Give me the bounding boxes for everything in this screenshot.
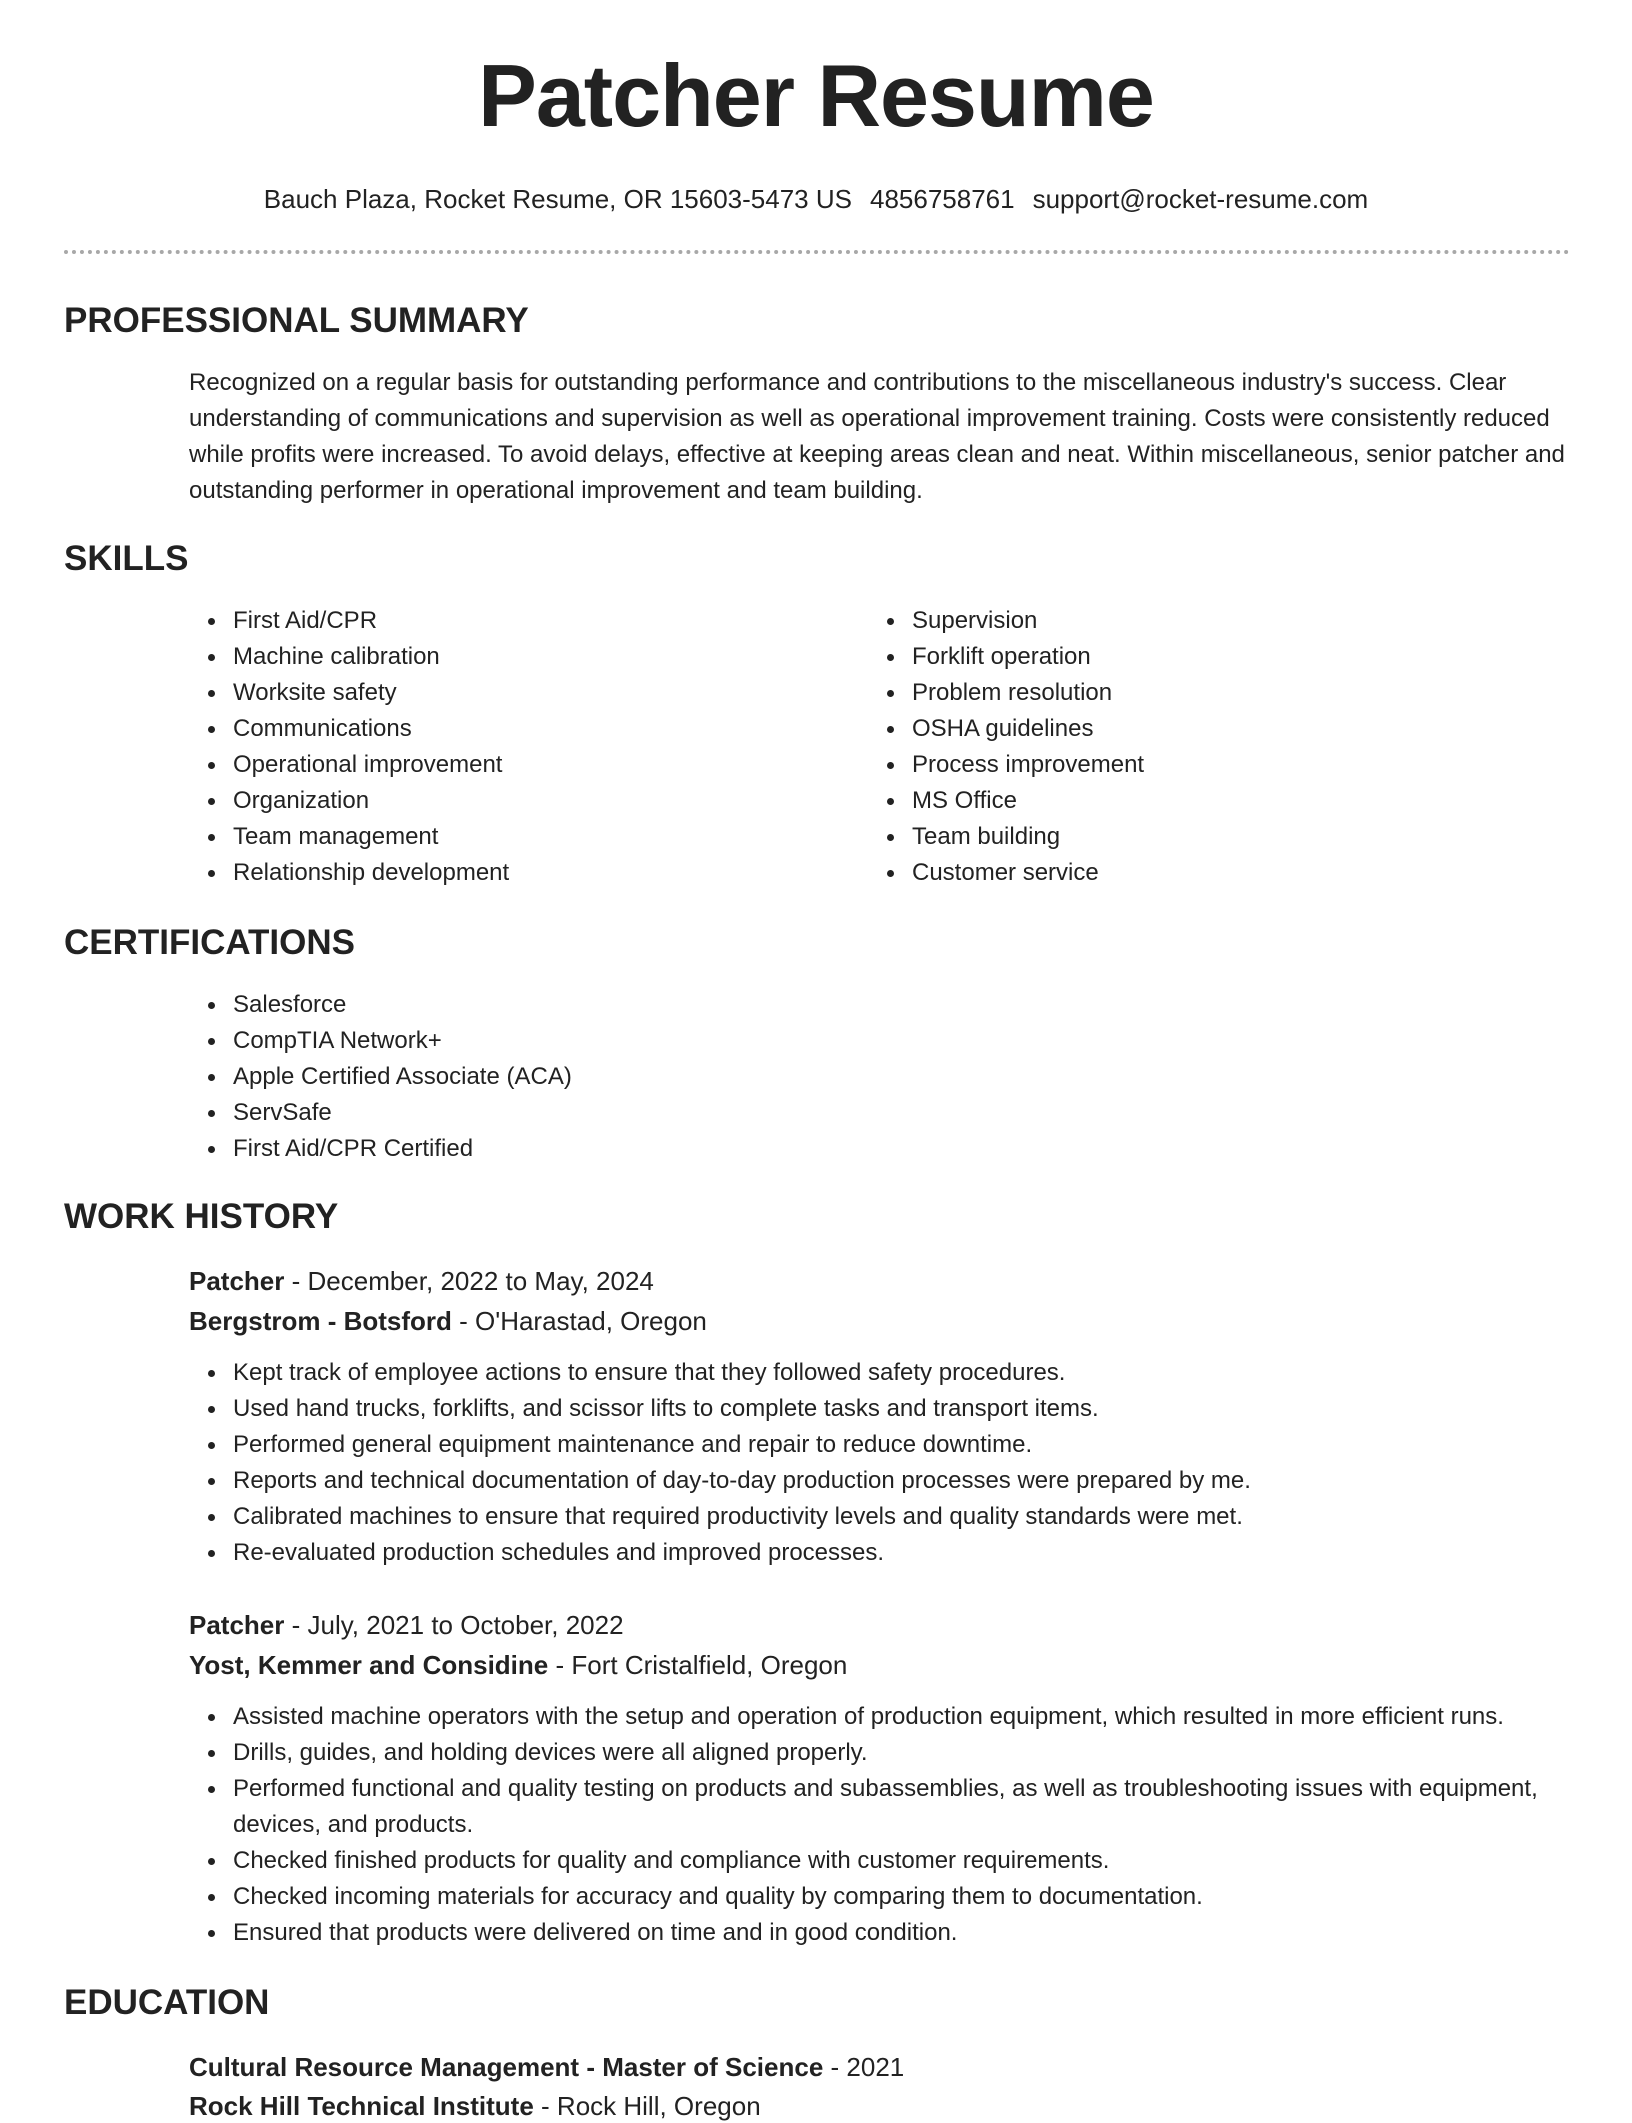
contact-address: Bauch Plaza, Rocket Resume, OR 15603-5473 US [263, 184, 852, 214]
job-bullet: Performed functional and quality testing on products and subassemblies, as well as troubleshooting issues with equipment, devices, and products. [233, 1771, 1613, 1843]
job-title-line [189, 1264, 654, 1298]
job-role: Patcher [189, 1610, 285, 1640]
job-bullet: Drills, guides, and holding devices were all aligned properly. [233, 1735, 1613, 1771]
job-bullet: Calibrated machines to ensure that required productivity levels and quality standards were met. [233, 1499, 1613, 1535]
certification-item: CompTIA Network+ [233, 1023, 1533, 1059]
skill-item: Problem resolution [912, 675, 1532, 711]
job-bullet: Performed general equipment maintenance and repair to reduce downtime. [233, 1427, 1613, 1463]
job-location: - Fort Cristalfield, Oregon [548, 1650, 848, 1680]
job-bullet: Kept track of employee actions to ensure that they followed safety procedures. [233, 1355, 1613, 1391]
skill-item: Team management [233, 819, 853, 855]
education-degree-line [189, 2050, 904, 2084]
job-bullet: Assisted machine operators with the setup and operation of production equipment, which resulted in more efficient runs. [233, 1699, 1613, 1735]
skills-list-left [189, 603, 853, 891]
job-bullet: Ensured that products were delivered on time and in good condition. [233, 1915, 1613, 1951]
job-role: Patcher [189, 1266, 285, 1296]
work-history-heading: WORK HISTORY [64, 1197, 339, 1236]
skill-item: Process improvement [912, 747, 1532, 783]
skill-item: Machine calibration [233, 639, 853, 675]
contact-email[interactable]: support@rocket-resume.com [1032, 184, 1369, 214]
job-company: Bergstrom - Botsford [189, 1306, 452, 1336]
education-location: - Rock Hill, Oregon [533, 2091, 761, 2121]
skill-item: Operational improvement [233, 747, 853, 783]
summary-text: Recognized on a regular basis for outstanding performance and contributions to the miscellaneous industry's success. Clear understanding of communications and supervision as well as operational improvement training. Costs were consistently reduced while profits were increased. To avoid delays, effective at keeping areas clean and neat. Within miscellaneous, senior patcher and outstanding performer in operational improvement and team building. [189, 369, 1565, 504]
skill-item: Organization [233, 783, 853, 819]
job-company: Yost, Kemmer and Considine [189, 1650, 549, 1680]
skill-item: Communications [233, 711, 853, 747]
education-year: - 2021 [823, 2052, 905, 2082]
contact-line [0, 182, 1632, 216]
job-bullet: Checked finished products for quality and compliance with customer requirements. [233, 1843, 1613, 1879]
skill-item: Customer service [912, 855, 1532, 891]
job-title-line [189, 1608, 624, 1642]
job-company-line [189, 1304, 707, 1338]
skill-item: Team building [912, 819, 1532, 855]
job-bullet: Checked incoming materials for accuracy and quality by comparing them to documentation. [233, 1879, 1613, 1915]
job-location: - O'Harastad, Oregon [451, 1306, 707, 1336]
education-heading: EDUCATION [64, 1983, 270, 2022]
job-dates: - December, 2022 to May, 2024 [284, 1266, 654, 1296]
job-bullets [189, 1699, 1613, 1951]
certifications-heading: CERTIFICATIONS [64, 923, 356, 962]
skill-item: Forklift operation [912, 639, 1532, 675]
skill-item: First Aid/CPR [233, 603, 853, 639]
skills-list-right [868, 603, 1532, 891]
skill-item: Worksite safety [233, 675, 853, 711]
summary-heading: PROFESSIONAL SUMMARY [64, 301, 529, 340]
education-school: Rock Hill Technical Institute [189, 2091, 534, 2121]
certification-item: First Aid/CPR Certified [233, 1131, 1533, 1167]
job-company-line [189, 1648, 847, 1682]
job-bullets [189, 1355, 1613, 1571]
education-degree: Cultural Resource Management - Master of Science [189, 2052, 824, 2082]
job-bullet: Reports and technical documentation of day-to-day production processes were prepared by me. [233, 1463, 1613, 1499]
certification-item: Salesforce [233, 987, 1533, 1023]
header-divider [64, 250, 1570, 254]
skill-item: Relationship development [233, 855, 853, 891]
skill-item: OSHA guidelines [912, 711, 1532, 747]
skills-heading: SKILLS [64, 539, 189, 578]
job-dates: - July, 2021 to October, 2022 [284, 1610, 624, 1640]
certification-item: ServSafe [233, 1095, 1533, 1131]
resume-title: Patcher Resume [478, 46, 1154, 145]
job-bullet: Re-evaluated production schedules and improved processes. [233, 1535, 1613, 1571]
job-bullet: Used hand trucks, forklifts, and scissor lifts to complete tasks and transport items. [233, 1391, 1613, 1427]
education-school-line [189, 2089, 761, 2123]
certification-item: Apple Certified Associate (ACA) [233, 1059, 1533, 1095]
skill-item: MS Office [912, 783, 1532, 819]
contact-phone: 4856758761 [869, 184, 1015, 214]
certifications-list [189, 987, 1533, 1167]
skill-item: Supervision [912, 603, 1532, 639]
